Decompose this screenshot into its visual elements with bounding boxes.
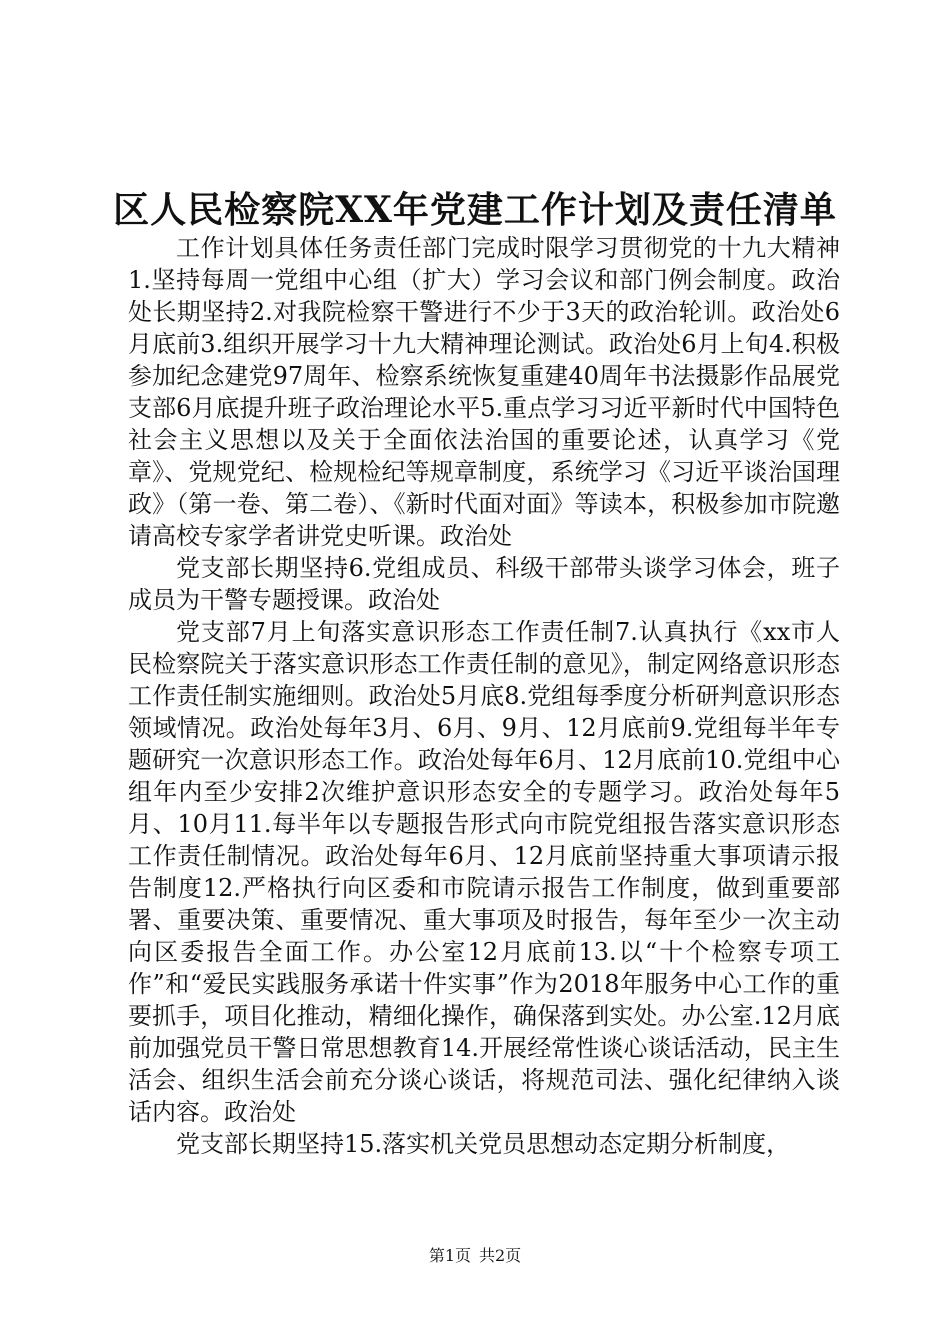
- document-title: 区人民检察院XX年党建工作计划及责任清单: [113, 189, 837, 231]
- page-number: 第1页: [428, 1246, 471, 1265]
- page-footer: [0, 1246, 950, 1266]
- paragraph: 党支部长期坚持15.落实机关党员思想动态定期分析制度，: [176, 1130, 791, 1158]
- page-total: 共2页: [479, 1246, 522, 1265]
- paragraph: 党支部长期坚持6.党组成员、科级干部带头谈学习体会，班子成员为干警专题授课。政治处: [128, 554, 840, 614]
- document-body: [128, 232, 840, 1160]
- paragraph: 工作计划具体任务责任部门完成时限学习贯彻党的十九大精神1.坚持每周一党组中心组（扩大）学习会议和部门例会制度。政治处长期坚持2.对我院检察干警进行不少于3天的政治轮训。政治处6月底前3.组织开展学习十九大精神理论测试。政治处6月上旬4.积极参加纪念建党97周年、检察系统恢复重建40周年书法摄影作品展党支部6月底提升班子政治理论水平5.重点学习习近平新时代中国特色社会主义思想以及关于全面依法治国的重要论述，认真学习《党章》、党规党纪、检规检纪等规章制度，系统学习《习近平谈治国理政》（第一卷、第二卷）、《新时代面对面》等读本，积极参加市院邀请高校专家学者讲党史听课。政治处: [128, 234, 840, 550]
- paragraph: 党支部7月上旬落实意识形态工作责任制7.认真执行《xx市人民检察院关于落实意识形态工作责任制的意见》，制定网络意识形态工作责任制实施细则。政治处5月底8.党组每季度分析研判意识形态领域情况。政治处每年3月、6月、9月、12月底前9.党组每半年专题研究一次意识形态工作。政治处每年6月、12月底前10.党组中心组年内至少安排2次维护意识形态安全的专题学习。政治处每年5月、10月11.每半年以专题报告形式向市院党组报告落实意识形态工作责任制情况。政治处每年6月、12月底前坚持重大事项请示报告制度12.严格执行向区委和市院请示报告工作制度，做到重要部署、重要决策、重要情况、重大事项及时报告，每年至少一次主动向区委报告全面工作。办公室12月底前13.以“十个检察专项工作”和“爱民实践服务承诺十件实事”作为2018年服务中心工作的重要抓手，项目化推动，精细化操作，确保落到实处。办公室.12月底前加强党员干警日常思想教育14.开展经常性谈心谈话活动，民主生活会、组织生活会前充分谈心谈话，将规范司法、强化纪律纳入谈话内容。政治处: [128, 618, 840, 1126]
